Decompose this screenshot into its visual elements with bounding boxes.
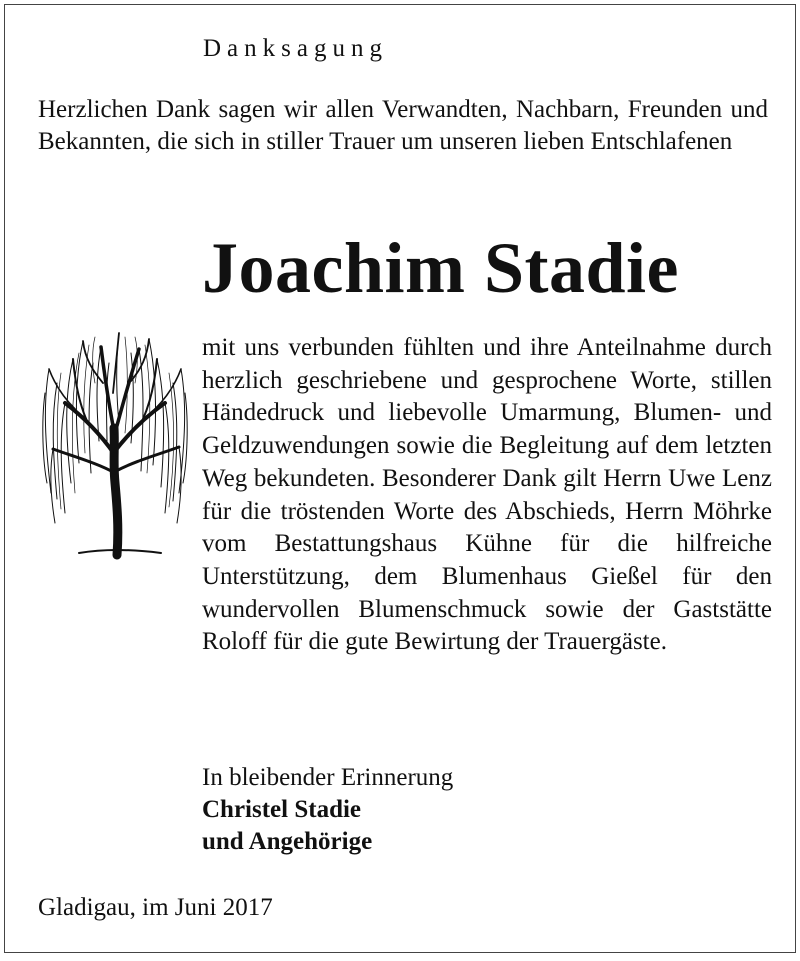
place-date: Gladigau, im Juni 2017 xyxy=(38,894,273,921)
closing-block xyxy=(202,762,453,858)
weeping-tree-icon xyxy=(35,323,193,561)
closing-phrase: In bleibender Erinnerung xyxy=(202,764,454,791)
body-text: mit uns verbunden fühlten und ihre Anteilnahme durch herzlich geschriebene und gesprochene Worte, stillen Händedruck und liebevolle Umarmung, Blumen- und Geldzuwendungen sowie die Begleitung auf dem letzten Weg bekundeten. Besonderer Dank gilt Herrn Uwe Lenz für die tröstenden Worte des Abschieds, Herrn Möhrke vom Bestattungshaus Kühne für die hilfreiche Unterstützung, dem Blumenhaus Gießel für den wundervollen Blumenschmuck sowie der Gaststätte Roloff für die gute Bewirtung der Trauergäste. xyxy=(202,334,772,656)
deceased-name: Joachim Stadie xyxy=(202,228,680,308)
intro-text: Herzlichen Dank sagen wir allen Verwandten, Nachbarn, Freunden und Bekannten, die sich in stiller Trauer um unseren lieben Entschlafenen xyxy=(38,96,768,155)
obituary-notice xyxy=(4,4,796,953)
notice-title: Danksagung xyxy=(203,35,388,62)
signatory-family: und Angehörige xyxy=(202,828,373,855)
signatory-name: Christel Stadie xyxy=(202,796,362,823)
